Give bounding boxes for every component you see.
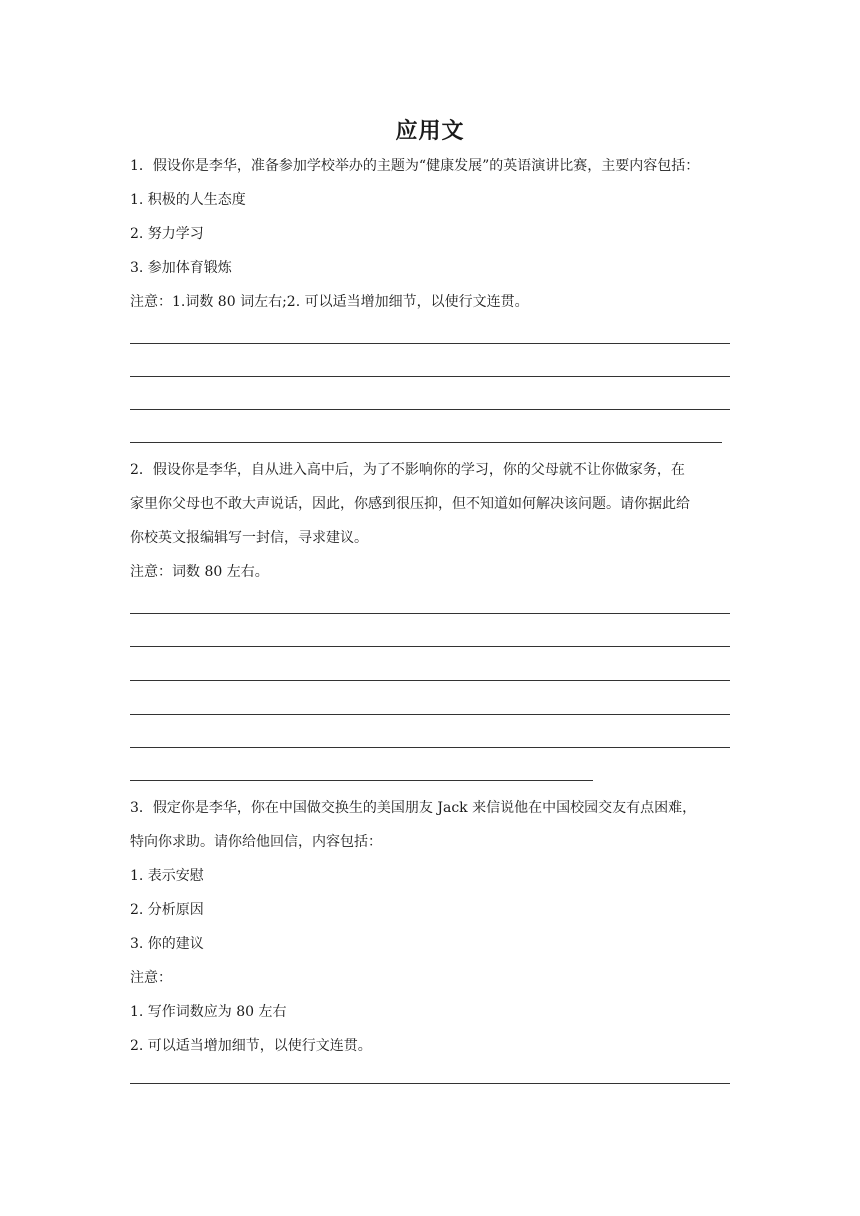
q3-note-2: 2. 可以适当增加细节，以使行文连贯。 — [130, 1038, 372, 1054]
q1-answer-line — [130, 376, 730, 377]
q2-note: 注意：词数 80 左右。 — [130, 564, 269, 580]
q2-answer-line — [130, 613, 730, 614]
q1-point-1: 1. 积极的人生态度 — [130, 192, 246, 208]
q2-prompt-line-3: 你校英文报编辑写一封信，寻求建议。 — [130, 530, 368, 546]
q2-answer-line — [130, 780, 593, 781]
q2-prompt-line-2: 家里你父母也不敢大声说话，因此，你感到很压抑，但不知道如何解决该问题。请你据此给 — [130, 496, 690, 512]
q2-prompt-line-1: 2．假设你是李华，自从进入高中后，为了不影响你的学习，你的父母就不让你做家务，在 — [130, 462, 685, 478]
q3-note-1: 1. 写作词数应为 80 左右 — [130, 1004, 287, 1020]
q2-answer-line — [130, 747, 730, 748]
q3-prompt-line-2: 特向你求助。请你给他回信，内容包括： — [130, 834, 382, 850]
q3-note-heading: 注意： — [130, 970, 172, 986]
q2-answer-line — [130, 680, 730, 681]
page-title: 应用文 — [395, 119, 465, 144]
q3-answer-line — [130, 1083, 730, 1084]
q3-point-3: 3. 你的建议 — [130, 936, 204, 952]
q2-answer-line — [130, 714, 730, 715]
q1-point-3: 3. 参加体育锻炼 — [130, 260, 232, 276]
q1-note: 注意：1.词数 80 词左右;2. 可以适当增加细节，以使行文连贯。 — [130, 294, 529, 310]
q3-prompt-line-1: 3．假定你是李华，你在中国做交换生的美国朋友 Jack 来信说他在中国校园交友有点困难， — [130, 800, 697, 816]
q2-answer-line — [130, 646, 730, 647]
q1-answer-line — [130, 343, 730, 344]
q3-point-1: 1. 表示安慰 — [130, 868, 204, 884]
q3-point-2: 2. 分析原因 — [130, 902, 204, 918]
q1-answer-line — [130, 442, 722, 443]
q1-answer-line — [130, 409, 730, 410]
q1-point-2: 2. 努力学习 — [130, 226, 204, 242]
q1-prompt-line-1: 1．假设你是李华，准备参加学校举办的主题为“健康发展”的英语演讲比赛，主要内容包括： — [130, 158, 700, 174]
